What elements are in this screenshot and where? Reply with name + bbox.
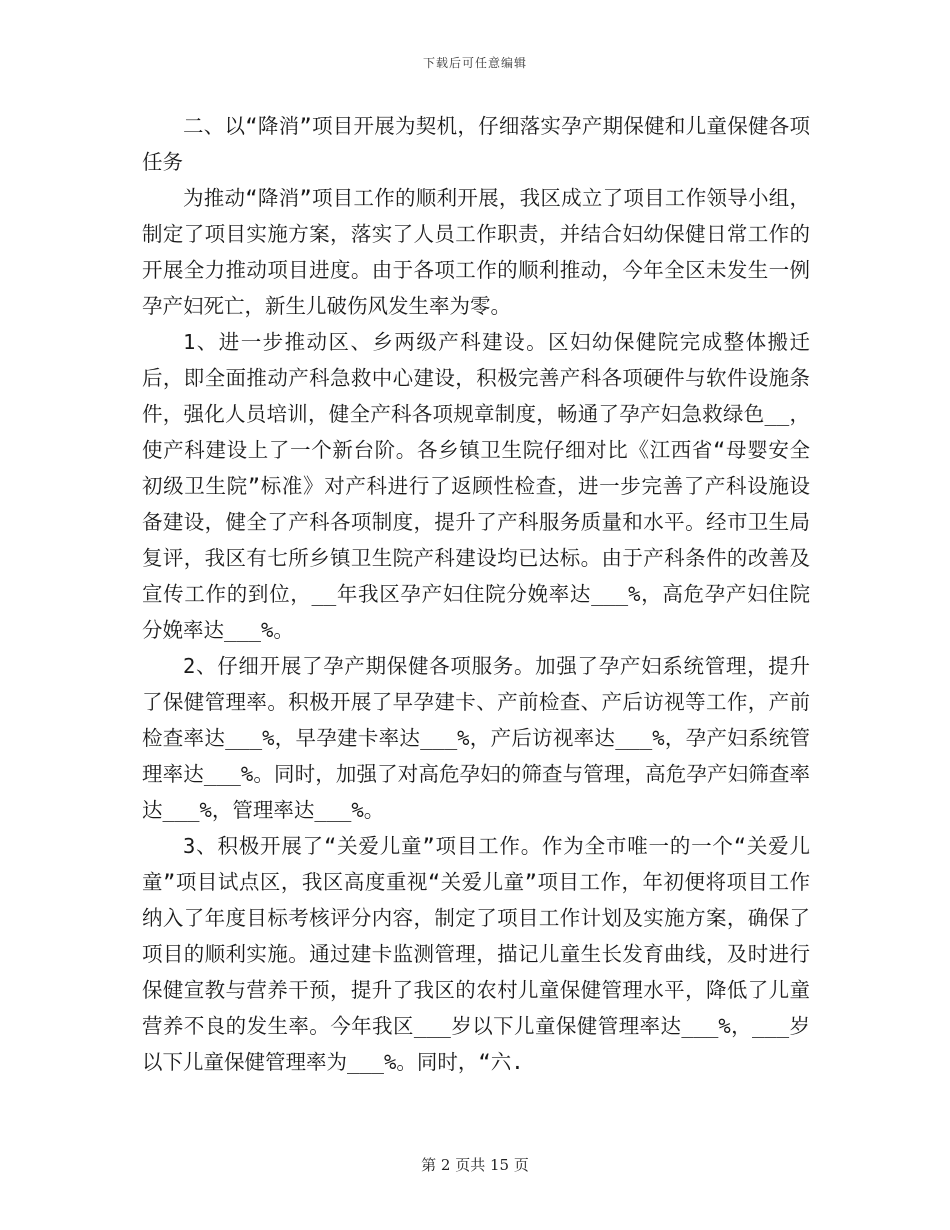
page-header-note: 下载后可任意编辑 bbox=[422, 56, 527, 70]
section-heading: 二、以“降消”项目开展为契机，仔细落实孕产期保健和儿童保健各项任务 bbox=[142, 114, 810, 174]
page-number: 第 2 页共 15 页 bbox=[421, 1156, 529, 1174]
paragraph-item-2: 2、仔细开展了孕产期保健各项服务。加强了孕产妇系统管理，提升了保健管理率。积极开展了早孕建卡、产前检查、产后访视等工作，产前检查率达___%，早孕建卡率达___%，产后访视率达___%，孕产妇系统管理率达___%。同时，加强了对高危孕妇的筛查与管理，高危孕产妇筛查率达___%，管理率达___%。 bbox=[142, 654, 810, 822]
paragraph-item-1: 1、进一步推动区、乡两级产科建设。区妇幼保健院完成整体搬迁后，即全面推动产科急救中心建设，积极完善产科各项硬件与软件设施条件，强化人员培训，健全产科各项规章制度，畅通了孕产妇急救绿色__，使产科建设上了一个新台阶。各乡镇卫生院仔细对比《江西省“母婴安全初级卫生院”标准》对产科进行了返顾性检查，进一步完善了产科设施设备建设，健全了产科各项制度，提升了产科服务质量和水平。经市卫生局复评，我区有七所乡镇卫生院产科建设均已达标。由于产科条件的改善及宣传工作的到位，__年我区孕产妇住院分娩率达___%，高危孕产妇住院分娩率达___%。 bbox=[142, 330, 810, 642]
paragraph-item-3: 3、积极开展了“关爱儿童”项目工作。作为全市唯一的一个“关爱儿童”项目试点区，我区高度重视“关爱儿童”项目工作，年初便将项目工作纳入了年度目标考核评分内容，制定了项目工作计划及实施方案，确保了项目的顺利实施。通过建卡监测管理，描记儿童生长发育曲线，及时进行保健宣教与营养干预，提升了我区的农村儿童保健管理水平，降低了儿童营养不良的发生率。今年我区___岁以下儿童保健管理率达___%，___岁以下儿童保健管理率为___%。同时，“六. bbox=[142, 834, 810, 1074]
document-body bbox=[142, 108, 810, 1080]
paragraph-intro: 为推动“降消”项目工作的顺利开展，我区成立了项目工作领导小组，制定了项目实施方案，落实了人员工作职责，并结合妇幼保健日常工作的开展全力推动项目进度。由于各项工作的顺利推动，今年全区未发生一例孕产妇死亡，新生儿破伤风发生率为零。 bbox=[142, 186, 810, 318]
